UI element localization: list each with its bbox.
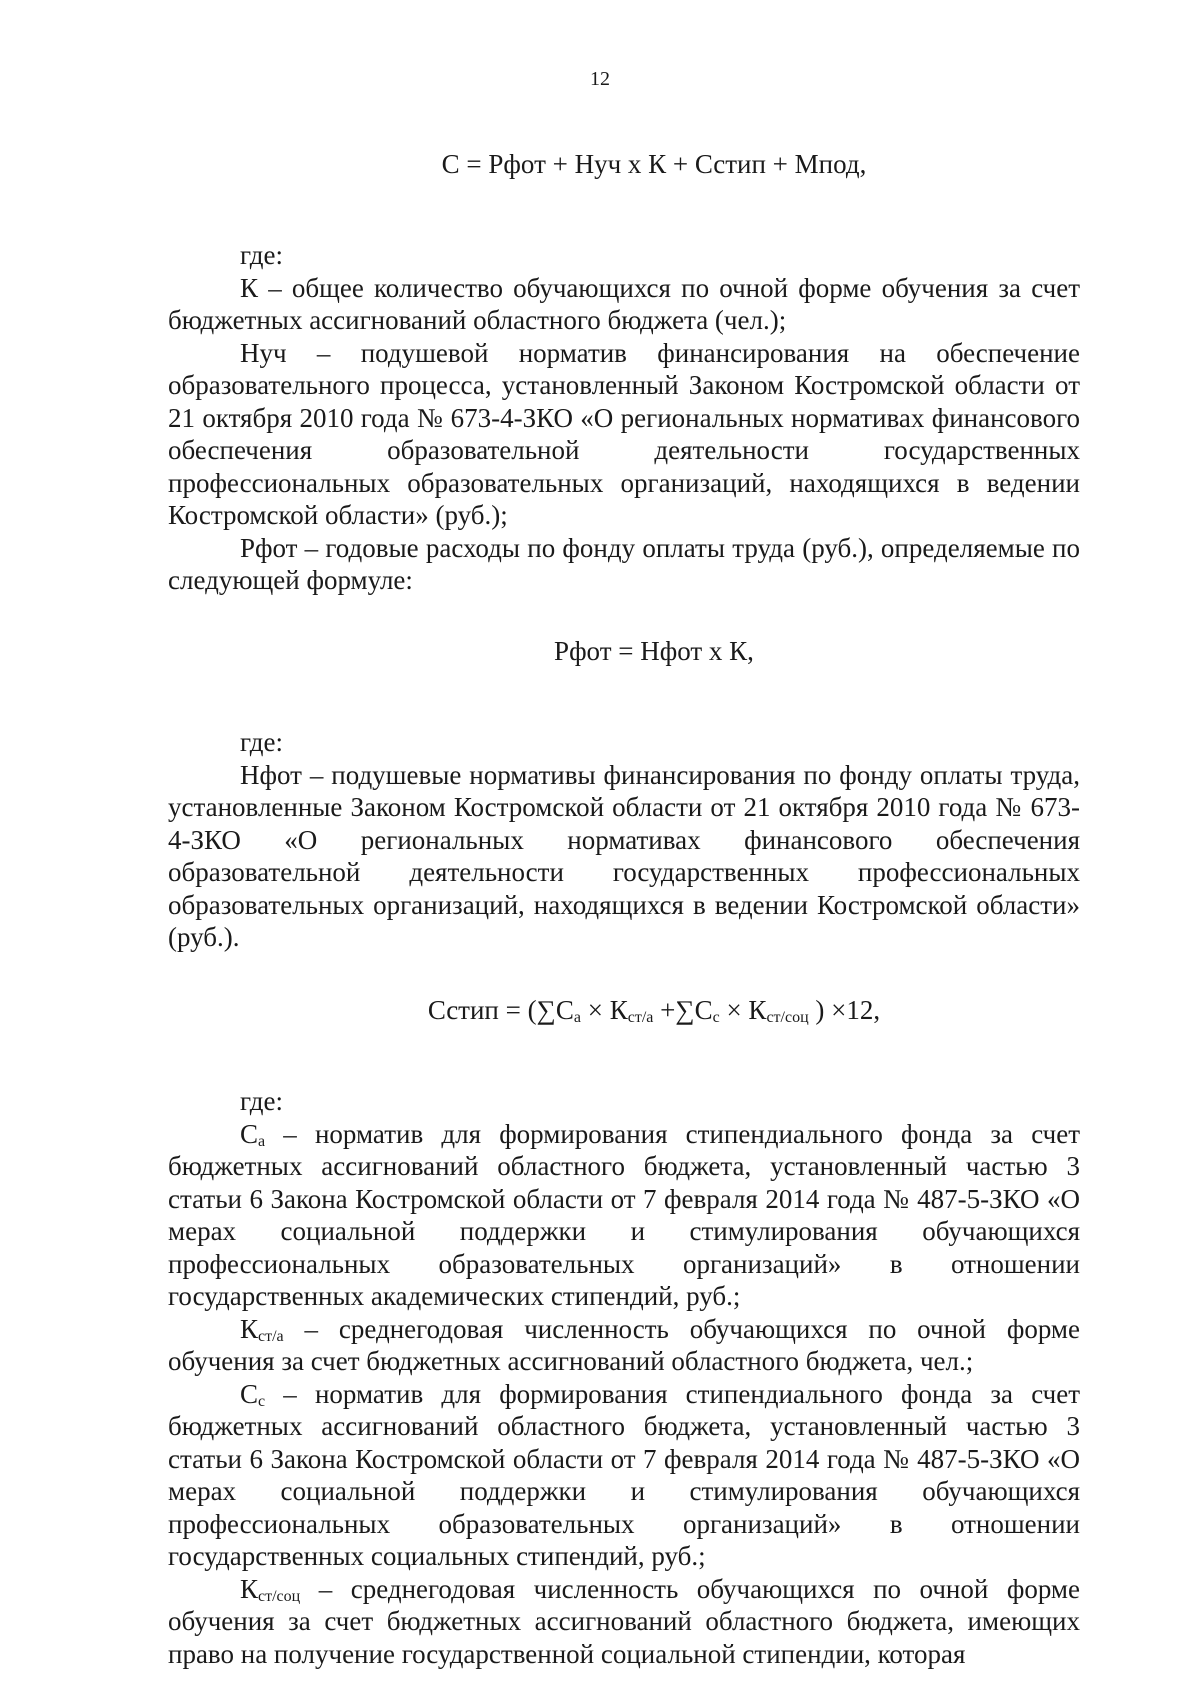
definition-ca: $С_а$ – норматив для формирования стипендиального фонда за счет бюджетных ассигнований областного бюджета, установленный частью 3 статьи 6 Закона Костромской области от 7 февраля 2014 года № 487-5-ЗКО «О мерах социальной поддержки и стимулирования обучающихся профессиональных образовательных организаций» в отношении государственных академических стипендий, руб.; [168,1118,1080,1311]
definition-k: К – общее количество обучающихся по очной форме обучения за счет бюджетных ассигнований областного бюджета (чел.); [168,272,1080,335]
where-label: где: [240,1086,283,1116]
document-body [168,148,1080,1670]
page-number: 12 [590,68,610,90]
formula-sstip: Сстип = ($\sum С_а \times К_{ст/а} +\sum С_с \times К_{ст/соц}$ ) ×12, [427,994,881,1026]
formula-rfot: Рфот = Нфот х К, [554,635,754,666]
definition-cc: $С_с$ – норматив для формирования стипендиального фонда за счет бюджетных ассигнований областного бюджета, установленный частью 3 статьи 6 Закона Костромской области от 7 февраля 2014 года № 487-5-ЗКО «О мерах социальной поддержки и стимулирования обучающихся профессиональных образовательных организаций» в отношении государственных социальных стипендий, руб.; [168,1378,1080,1571]
formula-total-cost: С = Рфот + Нуч х К + Сстип + Мпод, [441,149,867,179]
definition-kst-soc: $К_{ст/соц}$ – среднегодовая численность обучающихся по очной форме обучения за счет бюджетных ассигнований областного бюджета, имеющих право на получение государственной социальной стипендии, которая [168,1573,1080,1669]
definition-nfot: Нфот – подушевые нормативы финансирования по фонду оплаты труда, установленные Законом Костромской области от 21 октября 2010 года № 673-4-ЗКО «О региональных нормативах финансового обеспечения образовательной деятельности государственных профессиональных образовательных организаций, находящихся в ведении Костромской области» (руб.). [168,759,1080,952]
definition-nuch: Нуч – подушевой норматив финансирования на обеспечение образовательного процесса, установленный Законом Костромской области от 21 октября 2010 года № 673-4-ЗКО «О региональных нормативах финансового обеспечения образовательной деятельности государственных профессиональных образовательных организаций, находящихся в ведении Костромской области» (руб.); [168,337,1080,530]
definition-kst-a: $К_{ст/а}$ – среднегодовая численность обучающихся по очной форме обучения за счет бюджетных ассигнований областного бюджета, чел.; [168,1313,1080,1376]
where-label: где: [240,727,283,757]
where-label: где: [240,240,283,270]
definition-rfot: Рфот – годовые расходы по фонду оплаты труда (руб.), определяемые по следующей формуле: [168,532,1080,595]
